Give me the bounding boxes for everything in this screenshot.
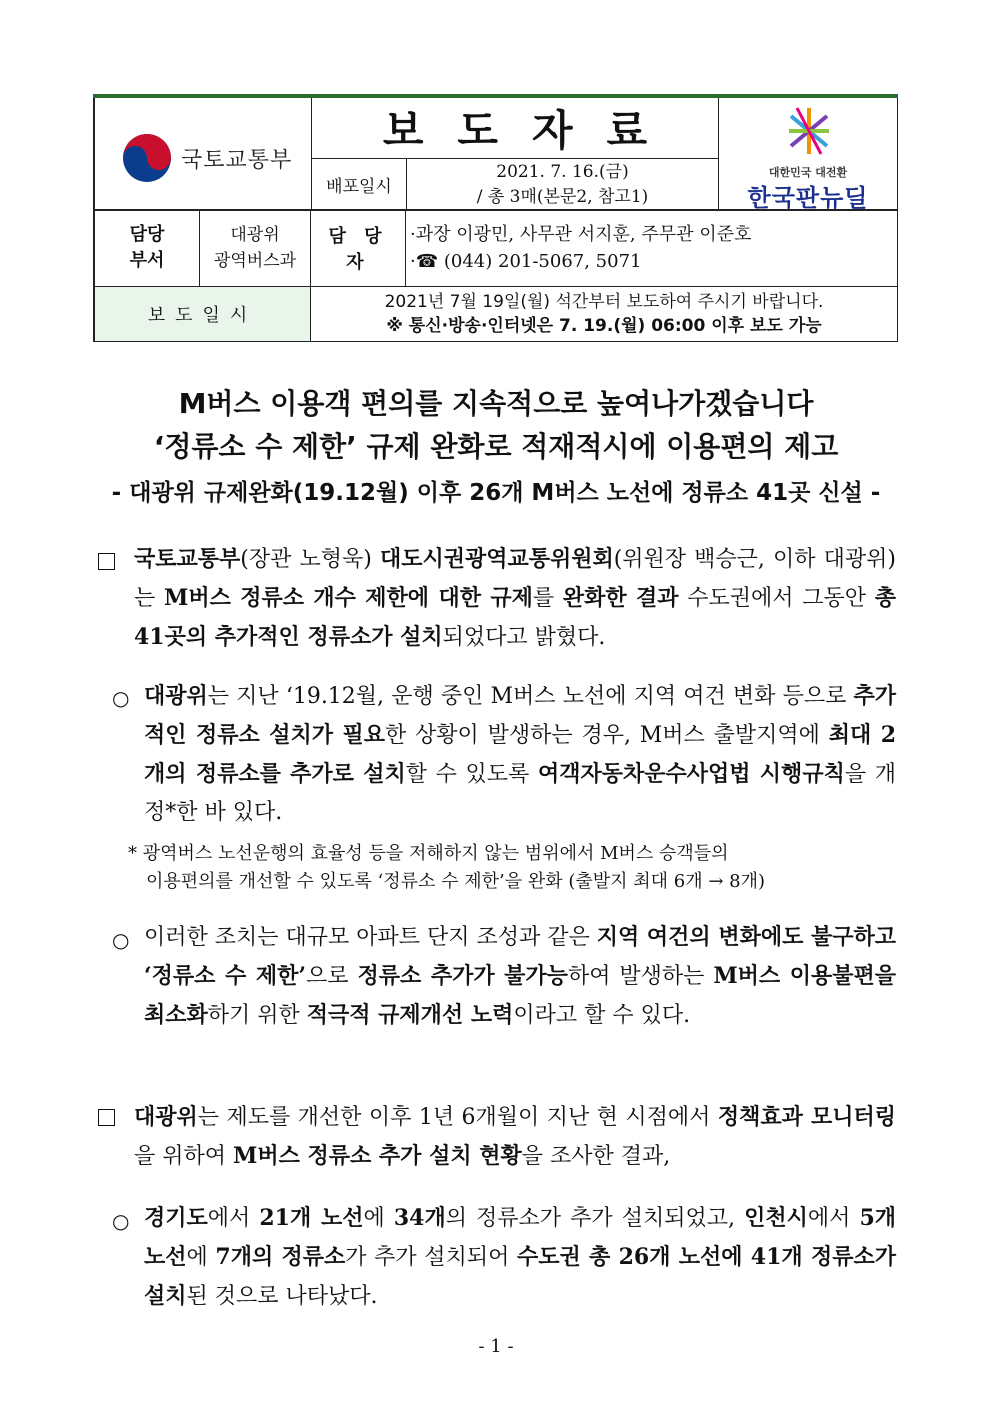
text-run: 가 추가 설치되어 (345, 1245, 517, 1270)
dept-label-line2: 부서 (129, 250, 165, 271)
bold-text-run: 완화한 결과 (562, 585, 679, 611)
text-run: 는 지난 ‘19.12월, 운행 중인 M버스 노선에 지역 여건 변화 등으로 (207, 684, 854, 709)
text-run: 한 상황이 발생하는 경우, M버스 출발지역에 (384, 723, 829, 748)
new-deal-logo-icon (787, 106, 831, 156)
headline-second: ‘정류소 수 제한’ 규제 완화로 적재적시에 이용편의 제고 (153, 430, 839, 463)
org-name: 국토교통부 (181, 147, 293, 173)
text-run: 는 제도를 개선한 이후 1년 6개월이 지난 현 시점에서 (197, 1105, 718, 1130)
dept-label (94, 210, 200, 287)
bold-text-run: M버스 정류소 개수 제한에 대한 규제 (163, 585, 533, 611)
headline-main: M버스 이용객 편의를 지속적으로 높여나가겠습니다 (178, 387, 814, 420)
circle-bullet-icon: ○ (112, 1209, 130, 1233)
square-bullet-icon (98, 553, 115, 570)
bold-text-run: 7개의 정류소 (215, 1244, 346, 1270)
bold-text-run: 대광위 (144, 683, 208, 709)
distribution-date-cell (407, 159, 719, 211)
bold-text-run: 경기도 (144, 1205, 208, 1231)
bold-text-run: 추가적인 정류소 설치가 필요 (144, 683, 896, 748)
bold-text-run: 34개 (393, 1205, 446, 1231)
bold-text-run: 정책효과 모니터링 (717, 1104, 896, 1130)
distribution-date: 2021. 7. 16.(금) (496, 161, 629, 182)
bold-text-run: 5개 노선 (144, 1205, 896, 1270)
text-run: 하여 발생하는 (567, 964, 714, 989)
bold-text-run: M버스 정류소 추가 설치 현황 (233, 1143, 522, 1169)
org-logo-cell (94, 96, 312, 211)
text-run: 의 정류소가 추가 설치되었고, (445, 1206, 745, 1231)
text-run: (장관 노형욱) (240, 547, 380, 572)
square-bullet-icon (98, 1109, 115, 1126)
distribution-label: 배포일시 (312, 159, 407, 211)
release-line1: 2021년 7월 19일(월) 석간부터 보도하여 주시기 바랍니다. (384, 292, 824, 312)
page-title: 보도자료 (382, 106, 682, 155)
brand-title: 한국판뉴딜 (747, 184, 869, 212)
contact-table (93, 209, 898, 342)
bold-text-run: 대광위 (134, 1104, 198, 1130)
text-run: 에서 (207, 1206, 260, 1231)
text-run: 을 위하여 (134, 1144, 233, 1169)
text-run: 할 수 있도록 (405, 762, 538, 787)
text-run: 으로 (306, 964, 358, 989)
headline-sub: - 대광위 규제완화(19.12월) 이후 26개 M버스 노선에 정류소 41곳 신설 - (111, 480, 881, 506)
paragraph-2 (144, 677, 896, 832)
distribution-pages: / 총 3매(본문2, 참고1) (476, 186, 649, 207)
bold-text-run: 여객자동차운수사업법 시행규칙 (537, 761, 845, 787)
circle-bullet-icon: ○ (112, 928, 130, 952)
bold-text-run: 수도권 총 26개 노선에 41개 정류소가 설치 (144, 1244, 896, 1309)
text-run: 이라고 할 수 있다. (513, 1003, 691, 1028)
text-run: 에 (186, 1245, 216, 1270)
contact-label: 담 당 자 (311, 210, 406, 287)
circle-bullet-icon: ○ (112, 686, 130, 710)
paragraph-5 (144, 1199, 896, 1316)
bold-text-run: 지역 여건의 변화에도 불구하고 ‘정류소 수 제한’ (144, 924, 897, 989)
bold-text-run: 대도시권광역교통위원회 (379, 546, 614, 572)
contact-names: ·과장 이광민, 사무관 서지훈, 주무관 이준호 (410, 224, 752, 245)
release-value (311, 287, 898, 342)
text-run: 에서 (807, 1206, 860, 1231)
text-run: 되었다고 밝혔다. (442, 625, 606, 650)
dept-value (200, 210, 311, 287)
paragraph-3 (144, 918, 896, 1035)
bold-text-run: 최대 2개의 정류소를 추가로 설치 (144, 722, 896, 787)
text-run: (위원장 백승근, 이하 대광위)는 (134, 547, 896, 611)
header-table (93, 94, 898, 211)
contact-value (406, 210, 898, 287)
release-label: 보도일시 (94, 287, 311, 342)
text-run: 에 (363, 1206, 394, 1231)
text-run: 을 개정*한 바 있다. (144, 762, 896, 825)
bold-text-run: 21개 노선 (259, 1205, 364, 1231)
title-cell (312, 96, 719, 159)
text-run: 수도권에서 그동안 (678, 586, 875, 611)
bold-text-run: 인천시 (744, 1205, 808, 1231)
paragraph-1 (134, 540, 896, 657)
text-run: 된 것으로 나타났다. (186, 1284, 378, 1309)
dept-value-line2: 광역버스과 (213, 251, 297, 271)
contact-phone: ·☎ (044) 201-5067, 5071 (410, 251, 642, 272)
bold-text-run: 국토교통부 (134, 546, 241, 572)
release-line2: ※ 통신·방송·인터넷은 7. 19.(월) 06:00 이후 보도 가능 (386, 316, 822, 336)
text-run: 이러한 조치는 대규모 아파트 단지 조성과 같은 (144, 925, 597, 950)
taegeuk-emblem-icon (121, 132, 173, 184)
text-run: 하기 위한 (207, 1003, 307, 1028)
text-run: 을 조사한 결과, (521, 1144, 671, 1169)
text-run: 를 (532, 586, 563, 611)
bold-text-run: 정류소 추가가 불가능 (357, 963, 568, 989)
footnote-line1: * 광역버스 노선운행의 효율성 등을 저해하지 않는 범위에서 M버스 승객들의 (128, 843, 729, 864)
dept-label-line1: 담당 (129, 224, 165, 245)
brand-cell (719, 96, 898, 211)
bold-text-run: M버스 이용불편을 최소화 (144, 963, 897, 1028)
org-logo (121, 132, 292, 184)
footnote-line2: 이용편의를 개선할 수 있도록 ‘정류소 수 제한’을 완화 (출발지 최대 6개 → 8개) (146, 871, 765, 892)
page-number: - 1 - (478, 1336, 514, 1357)
brand-subtitle: 대한민국 대전환 (768, 166, 848, 179)
bold-text-run: 적극적 규제개선 노력 (306, 1002, 514, 1028)
paragraph-4 (134, 1098, 896, 1176)
bold-text-run: 총 41곳의 추가적인 정류소가 설치 (134, 585, 896, 650)
dept-value-line1: 대광위 (230, 225, 280, 245)
